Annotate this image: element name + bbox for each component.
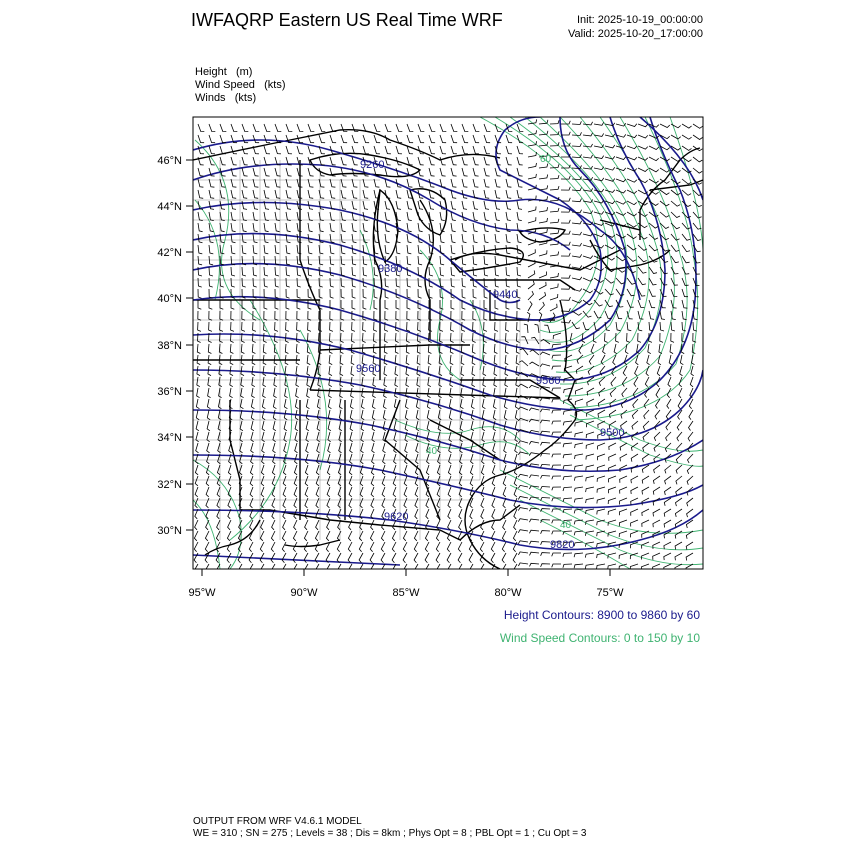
lat-tick-label: 32°N <box>157 479 182 491</box>
lat-tick-label: 44°N <box>157 201 182 213</box>
lat-tick-label: 40°N <box>157 293 182 305</box>
init-time: Init: 2025-10-19_00:00:00 <box>577 14 703 26</box>
height-label: 9560 <box>356 363 381 375</box>
lat-tick-label: 34°N <box>157 432 182 444</box>
height-label: 9380 <box>378 263 403 275</box>
latitude-labels <box>157 155 182 537</box>
height-contour-legend: Height Contours: 8900 to 9860 by 60 <box>503 608 700 622</box>
lat-tick-label: 36°N <box>157 386 182 398</box>
field-name: Winds <box>195 92 226 104</box>
lon-tick-label: 75°W <box>596 587 624 599</box>
lat-tick-label: 46°N <box>157 155 182 167</box>
lat-tick-label: 30°N <box>157 525 182 537</box>
field-name: Height <box>195 66 227 78</box>
height-label: 9820 <box>550 539 575 551</box>
height-label: 9560 <box>536 375 561 387</box>
lon-tick-label: 85°W <box>392 587 420 599</box>
lon-tick-label: 90°W <box>290 587 318 599</box>
lon-tick-label: 80°W <box>494 587 522 599</box>
longitude-axis <box>202 569 610 576</box>
map-plot-area <box>193 117 703 569</box>
lon-tick-label: 95°W <box>188 587 216 599</box>
wind-speed-contour-legend: Wind Speed Contours: 0 to 150 by 10 <box>499 631 700 645</box>
height-label: 9260 <box>360 159 385 171</box>
field-name: Wind Speed <box>195 79 255 91</box>
height-label: 9440 <box>493 289 518 301</box>
lat-tick-label: 38°N <box>157 340 182 352</box>
field-unit: (m) <box>235 66 253 78</box>
height-label: 9620 <box>384 511 409 523</box>
longitude-labels <box>188 587 624 599</box>
field-unit: (kts) <box>264 79 286 91</box>
wind-speed-label: 60 <box>540 154 552 165</box>
model-info-line2: WE = 310 ; SN = 275 ; Levels = 38 ; Dis = 8km ; Phys Opt = 8 ; PBL Opt = 1 ; Cu Opt = 3 <box>193 828 587 839</box>
field-unit: (kts) <box>234 92 257 104</box>
wind-speed-label: 40 <box>560 520 572 531</box>
wind-speed-label: 40 <box>426 446 438 457</box>
latitude-axis <box>186 160 193 530</box>
map-title: IWFAQRP Eastern US Real Time WRF <box>191 10 503 30</box>
model-info-line1: OUTPUT FROM WRF V4.6.1 MODEL <box>193 816 362 827</box>
height-label: 9500 <box>600 427 625 439</box>
valid-time: Valid: 2025-10-20_17:00:00 <box>568 28 703 40</box>
lat-tick-label: 42°N <box>157 247 182 259</box>
